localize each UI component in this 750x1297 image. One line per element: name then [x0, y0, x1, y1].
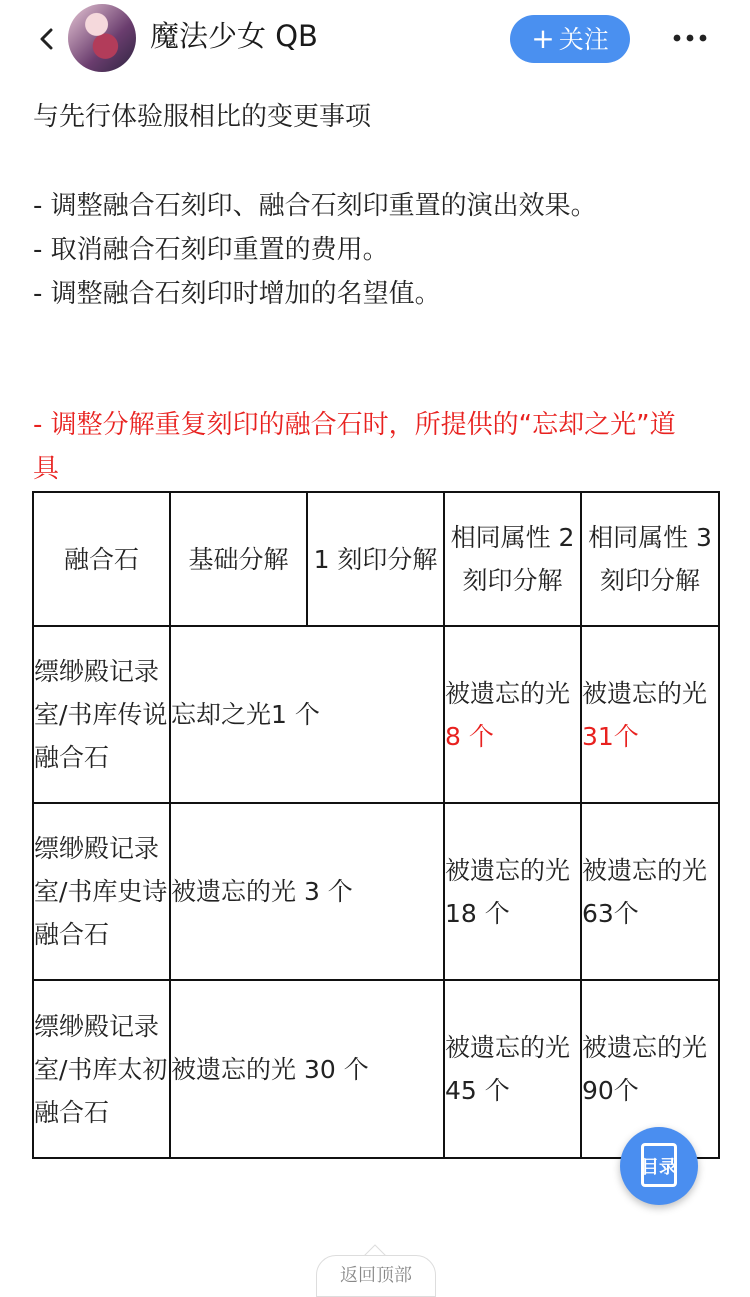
avatar[interactable]	[68, 4, 136, 72]
two-cell: 被遗忘的光 18 个	[444, 803, 581, 980]
header-cell: 基础分解	[170, 492, 307, 626]
change-item: - 取消融合石刻印重置的费用。	[33, 235, 389, 265]
follow-label: 关注	[558, 25, 609, 54]
three-cell	[581, 626, 719, 803]
two-cell	[444, 626, 581, 803]
change-item: - 调整融合石刻印时增加的名望值。	[33, 279, 441, 309]
more-dots-icon[interactable]	[672, 30, 708, 46]
header-cell: 1 刻印分解	[307, 492, 444, 626]
table-row	[33, 626, 719, 803]
cell-text: 被遗忘的光	[582, 678, 708, 708]
base-cell: 被遗忘的光 30 个	[170, 980, 444, 1158]
table-row	[33, 980, 719, 1158]
highlight-value: 8 个	[445, 721, 494, 751]
table-header-row	[33, 492, 719, 626]
base-cell: 被遗忘的光 3 个	[170, 803, 444, 980]
three-cell: 被遗忘的光 90个	[581, 980, 719, 1158]
author-name[interactable]: 魔法少女 QB	[150, 19, 318, 53]
two-cell: 被遗忘的光 45 个	[444, 980, 581, 1158]
stone-cell: 缥缈殿记录室/书库史诗融合石	[33, 803, 170, 980]
toc-label: 目录	[641, 1157, 677, 1178]
highlight-value: 31个	[582, 721, 639, 751]
change-item: - 调整融合石刻印、融合石刻印重置的演出效果。	[33, 191, 597, 221]
plus-icon: +	[531, 22, 555, 55]
top-bar	[0, 0, 750, 84]
article-heading: 与先行体验服相比的变更事项	[33, 102, 372, 132]
three-cell: 被遗忘的光 63个	[581, 803, 719, 980]
table-of-contents-button[interactable]	[620, 1127, 698, 1205]
disassembly-table	[32, 491, 720, 1159]
back-to-top-button[interactable]: 返回顶部	[316, 1255, 436, 1297]
follow-button[interactable]	[510, 15, 630, 63]
highlight-line: - 调整分解重复刻印的融合石时，所提供的“忘却之光”道	[33, 410, 676, 440]
highlight-line: 具	[33, 454, 60, 484]
stone-cell: 缥缈殿记录室/书库传说融合石	[33, 626, 170, 803]
header-cell: 相同属性 3 刻印分解	[581, 492, 719, 626]
base-cell: 忘却之光1 个	[170, 626, 444, 803]
stone-cell: 缥缈殿记录室/书库太初融合石	[33, 980, 170, 1158]
cell-text: 被遗忘的光	[445, 678, 571, 708]
chevron-left-icon[interactable]	[36, 28, 58, 50]
header-cell: 融合石	[33, 492, 170, 626]
table-row	[33, 803, 719, 980]
header-cell: 相同属性 2 刻印分解	[444, 492, 581, 626]
